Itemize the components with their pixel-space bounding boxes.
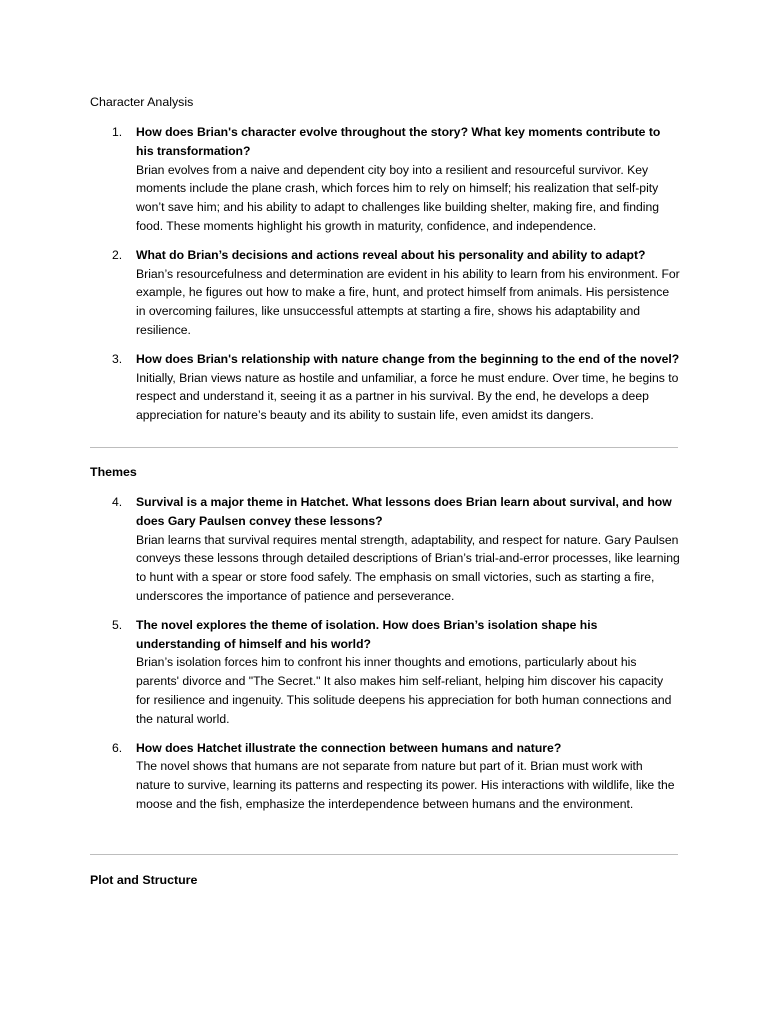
item-number: 1. — [112, 125, 123, 139]
question-text: How does Brian's relationship with nature change from the beginning to the end of the novel? — [136, 351, 680, 366]
question-text: How does Hatchet illustrate the connection between humans and nature? — [136, 740, 562, 755]
question-text: Survival is a major theme in Hatchet. What lessons does Brian learn about survival, and how does Gary Paulsen convey these lessons? — [136, 495, 672, 528]
section-divider — [90, 447, 678, 448]
list-item — [90, 616, 680, 729]
item-number: 2. — [112, 247, 123, 262]
answer-text: Brian learns that survival requires mental strength, adaptability, and respect for nature. Gary Paulsen conveys these lessons through detailed descriptions of Brian’s trial-and-error processes, like learning to hunt with a spear or store food safely. The emphasis on small victories, such as starting a fire, underscores the importance of patience and perseverance. — [136, 532, 680, 603]
answer-text: Initially, Brian views nature as hostile and unfamiliar, a force he must endure. Over time, he begins to respect and understand it, seeing it as a partner in his survival. By the end, he develops a deep appreciation for nature’s beauty and its ability to sustain life, even amidst its dangers. — [136, 370, 679, 423]
answer-text: The novel shows that humans are not separate from nature but part of it. Brian must work with nature to survive, learning its patterns and respecting its power. His interactions with wildlife, like the moose and the fish, emphasize the interdependence between humans and the environment. — [136, 759, 675, 811]
item-number: 4. — [112, 495, 123, 509]
item-number: 6. — [112, 740, 123, 755]
list-item — [90, 350, 680, 425]
answer-text: Brian evolves from a naive and dependent city boy into a resilient and resourceful survivor. Key moments include the plane crash, which forces him to rely on himself; his realization that self-pity won’t save him; and his ability to adapt to challenges like building shelter, making fire, and finding food. These moments highlight his growth in maturity, confidence, and independence. — [136, 162, 660, 233]
list-item — [90, 493, 680, 606]
section-heading: Character Analysis — [90, 95, 194, 109]
question-list — [90, 123, 680, 425]
list-item — [90, 246, 680, 340]
section-divider — [90, 854, 678, 855]
question-text: What do Brian’s decisions and actions reveal about his personality and ability to adapt? — [136, 247, 646, 262]
answer-text: Brian’s isolation forces him to confront his inner thoughts and emotions, particularly about his parents' divorce and "The Secret." It also makes him self-reliant, helping him discover his capacity for resilience and ingenuity. This solitude deepens his appreciation for both human connections and the natural world. — [136, 655, 672, 726]
answer-text: Brian’s resourcefulness and determination are evident in his ability to learn from his environment. For example, he figures out how to make a fire, hunt, and protect himself from animals. His persistence in overcoming failures, like unsuccessful attempts at starting a fire, shows his adaptability and resilience. — [136, 266, 680, 337]
item-number: 5. — [112, 617, 123, 632]
section-themes — [90, 463, 680, 814]
list-item — [90, 123, 680, 236]
section-heading: Themes — [90, 465, 137, 479]
question-text: How does Brian's character evolve throughout the story? What key moments contribute to his transformation? — [136, 125, 661, 158]
question-text: The novel explores the theme of isolation. How does Brian’s isolation shape his understanding of himself and his world? — [136, 617, 598, 651]
section-character-analysis — [90, 93, 680, 425]
item-number: 3. — [112, 351, 123, 366]
question-list — [90, 493, 680, 814]
list-item — [90, 739, 680, 814]
section-plot-and-structure — [90, 871, 680, 889]
section-heading: Plot and Structure — [90, 873, 198, 887]
